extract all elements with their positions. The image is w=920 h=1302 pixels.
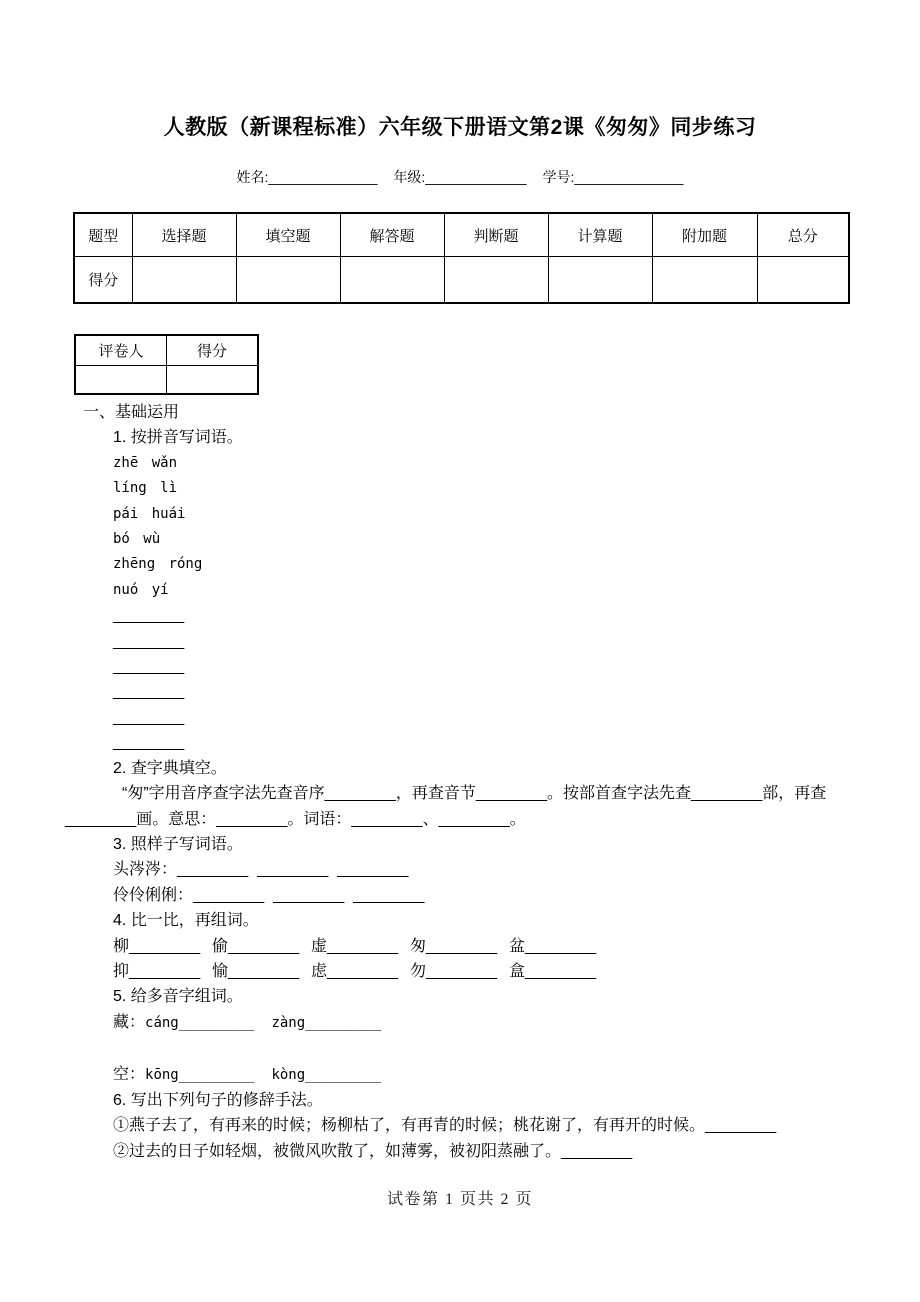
answer-blank: ________	[113, 658, 185, 676]
student-info-line	[0, 167, 920, 187]
page-title: 人教版（新课程标准）六年级下册语文第2课《匆匆》同步练习	[163, 116, 757, 139]
word-blank: 勿________	[410, 962, 498, 980]
pinyin-word: nuó yí	[113, 581, 169, 598]
question-1-label: 1. 按拼音写词语。	[113, 429, 243, 447]
pinyin-word: líng lì	[113, 480, 178, 497]
question-3-label: 3. 照样子写词语。	[113, 835, 243, 853]
polyphone-options: cáng_________ zàng_________	[145, 1014, 382, 1031]
answer-blank: ________	[113, 632, 185, 650]
question-4-label: 4. 比一比，再组词。	[113, 912, 259, 930]
header-multiple-choice: 选择题	[132, 213, 236, 257]
question-3-line: 头涔涔：________ ________ ________	[113, 861, 409, 879]
grade-field	[393, 167, 526, 187]
question-5-row	[113, 1010, 920, 1036]
word-blank: 虚________	[311, 937, 399, 955]
name-blank: ______________	[268, 169, 378, 185]
word-blank: 愉________	[212, 962, 300, 980]
worksheet-body	[0, 400, 920, 1164]
grader-score-header: 得分	[167, 335, 259, 366]
question-6-sentence: ②过去的日子如轻烟，被微风吹散了，如薄雾，被初阳蒸融了。________	[113, 1142, 633, 1160]
score-cell	[236, 257, 340, 304]
table-row	[75, 366, 258, 395]
question-4-row	[113, 959, 920, 984]
name-field	[237, 167, 378, 187]
answer-blank: ________	[113, 683, 185, 701]
header-judgement: 判断题	[444, 213, 548, 257]
score-cell	[757, 257, 849, 304]
grade-label: 年级:	[393, 169, 426, 185]
header-answer: 解答题	[340, 213, 444, 257]
pinyin-word: bó wù	[113, 531, 161, 548]
header-calculation: 计算题	[548, 213, 652, 257]
question-3-line: 伶伶俐俐：________ ________ ________	[113, 886, 425, 904]
question-6-sentence: ①燕子去了，有再来的时候；杨柳枯了，有再青的时候；桃花谢了，有再开的时候。________	[113, 1117, 777, 1135]
table-row	[74, 213, 849, 257]
score-summary-table	[73, 212, 850, 304]
spacer-line	[0, 1036, 920, 1061]
score-row-label: 得分	[74, 257, 132, 304]
polyphone-character: 空：	[113, 1065, 146, 1083]
header-question-type: 题型	[74, 213, 132, 257]
student-id-blank: ______________	[574, 169, 684, 185]
pinyin-word: zhē wǎn	[113, 454, 178, 471]
section-heading: 一、基础运用	[83, 404, 180, 421]
student-id-label: 学号:	[542, 169, 575, 185]
answer-blank: ________	[113, 708, 185, 726]
word-blank: 抑________	[113, 962, 201, 980]
score-cell	[548, 257, 652, 304]
word-blank: 偷________	[212, 937, 300, 955]
grade-blank: _____________	[425, 169, 527, 185]
question-2-text: “匆”字用音序查字法先查音序________，再查音节________。按部首查字法先查________部，再查________画。意思：________。词语：________、________。	[65, 785, 827, 828]
name-label: 姓名:	[236, 169, 269, 185]
score-cell	[132, 257, 236, 304]
answer-blank: ________	[113, 607, 185, 625]
page-footer: 试卷第 1 页共 2 页	[386, 1191, 533, 1208]
word-blank: 盒________	[509, 962, 597, 980]
question-2-label: 2. 查字典填空。	[113, 759, 227, 777]
grader-table	[74, 334, 259, 395]
grader-header: 评卷人	[75, 335, 167, 366]
word-blank: 柳________	[113, 937, 201, 955]
score-cell	[340, 257, 444, 304]
pinyin-word: zhēng róng	[113, 556, 203, 573]
question-6-label: 6. 写出下列句子的修辞手法。	[113, 1091, 323, 1109]
word-blank: 虑________	[311, 962, 399, 980]
word-blank: 盆________	[509, 937, 597, 955]
table-row	[75, 335, 258, 366]
table-row	[74, 257, 849, 304]
answer-blank: ________	[113, 734, 185, 752]
pinyin-word: pái huái	[113, 505, 186, 522]
question-5-label: 5. 给多音字组词。	[113, 988, 243, 1006]
header-extra: 附加题	[652, 213, 757, 257]
grader-score-cell	[167, 366, 259, 395]
header-total: 总分	[757, 213, 849, 257]
word-blank: 匆________	[410, 937, 498, 955]
question-5-row	[113, 1062, 920, 1088]
header-fill-blank: 填空题	[236, 213, 340, 257]
question-4-row	[113, 934, 920, 959]
grader-cell	[75, 366, 167, 395]
score-cell	[652, 257, 757, 304]
polyphone-character: 藏：	[113, 1013, 146, 1031]
score-cell	[444, 257, 548, 304]
student-id-field	[543, 167, 684, 187]
polyphone-options: kōng_________ kòng_________	[145, 1066, 382, 1083]
